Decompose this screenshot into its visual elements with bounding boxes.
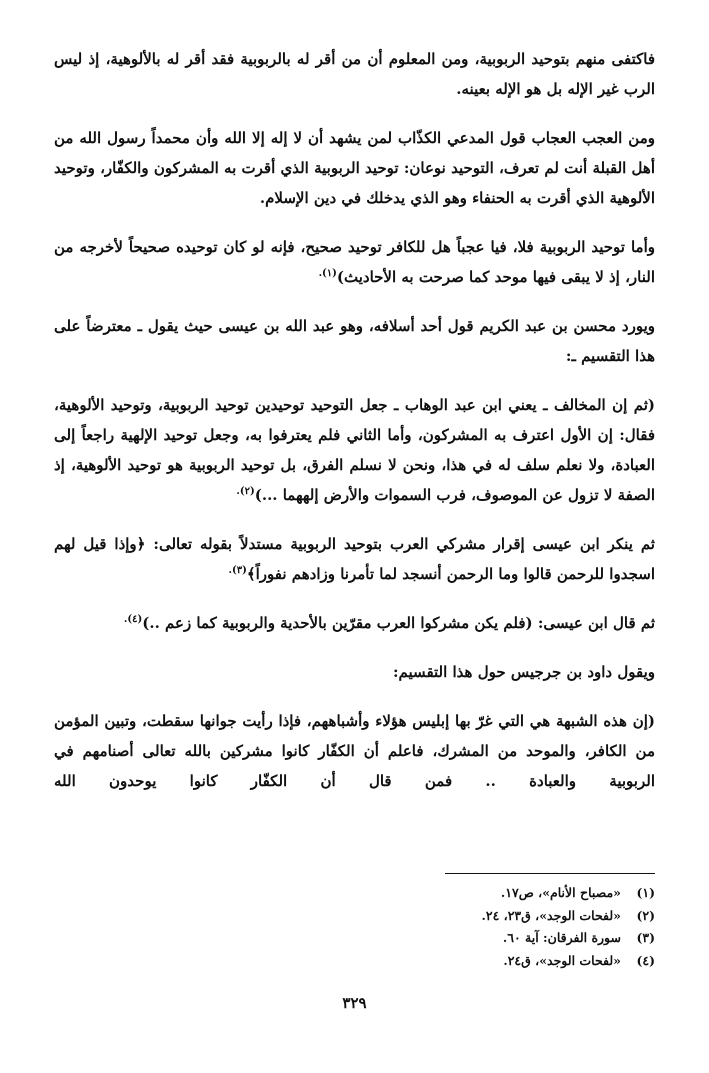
footnote-3 — [54, 927, 655, 950]
footnote-ref-3: (٣). — [228, 565, 247, 576]
footnote-4 — [54, 950, 655, 973]
footnote-number: (١) — [636, 885, 655, 900]
footnote-text: «لفحات الوجد»، ق٢٣، ٢٤. — [481, 907, 621, 923]
paragraph-1 — [54, 44, 655, 104]
footnote-2 — [54, 905, 655, 928]
paragraph-text: وأما توحيد الربوبية فلا، فيا عجباً هل للكافر توحيد صحيح، فإنه لو كان توحيده صحيحاً لأخرجه من النار، إذ لا يبقى فيها موحد كما صرحت به الأحاديث) — [54, 238, 655, 286]
paragraph-2 — [54, 123, 655, 213]
footnote-text: «لفحات الوجد»، ق٢٤. — [503, 952, 621, 968]
paragraph-text: فاكتفى منهم بتوحيد الربوبية، ومن المعلوم أن من أقر له بالربوبية فقد أقر له بالألوهية، إذ ليس الرب غير الإله بل هو الإله بعينه. — [54, 50, 655, 98]
paragraph-text: (ثم إن المخالف ـ يعني ابن عبد الوهاب ـ جعل التوحيد توحيدين توحيد الربوبية، وتوحيد الألوهية، فقال: إن الأول اعترف به المشركون، وأما الثاني فلم يعترفوا به، وجعل توحيد الإلهية راجعاً إلى العبادة، ولا نعلم سلف له في هذا، ونحن لا نسلم الفرق، بل توحيد الربوبية هو توحيد الألوهية، إذ الصفة لا تزول عن الموصوف، فرب السموات والأرض إلههما ...) — [54, 396, 655, 504]
footnote-1 — [54, 882, 655, 905]
paragraph-text: ويورد محسن بن عبد الكريم قول أحد أسلافه، وهو عبد الله بن عيسى حيث يقول ـ معترضاً على هذا التقسيم ـ: — [54, 317, 655, 365]
paragraph-text: ثم ينكر ابن عيسى إقرار مشركي العرب بتوحيد الربوبية مستدلاً بقوله تعالى: ﴿وإذا قيل لهم اسجدوا للرحمن قالوا وما الرحمن أنسجد لما تأمرنا وزادهم نفوراً﴾ — [54, 535, 655, 583]
paragraph-text: ويقول داود بن جرجيس حول هذا التقسيم: — [393, 663, 655, 681]
footnote-ref-2: (٢). — [236, 486, 255, 497]
footnote-text: سورة الفرقان: آية ٦٠. — [502, 930, 621, 945]
paragraph-3 — [54, 232, 655, 292]
footnotes — [54, 882, 655, 972]
paragraph-6 — [54, 529, 655, 589]
paragraph-8 — [54, 657, 655, 687]
paragraph-text: (إن هذه الشبهة هي التي غرّ بها إبليس هؤلاء وأشباههم، فإذا رأيت جوانها سقطت، وتبين المؤمن من الكافر، والموحد من المشرك، فاعلم أن الكفّار كانوا مشركين بالله تعالى أصنامهم في الربوبية والعبادة .. فمن قال أن الكفّار كانوا يوحدون الله — [54, 712, 655, 790]
paragraph-5 — [54, 390, 655, 510]
footnote-ref-4: (٤). — [123, 614, 143, 625]
footnote-number: (٢) — [636, 907, 655, 923]
paragraph-7 — [54, 608, 655, 638]
page-number: ٣٢٩ — [342, 994, 367, 1012]
paragraph-4 — [54, 311, 655, 371]
paragraph-text: ومن العجب العجاب قول المدعي الكذّاب لمن يشهد أن لا إله إلا الله وأن محمداً رسول الله من أهل القبلة أنت لم تعرف، التوحيد نوعان: توحيد الربوبية الذي أقرت به المشركون والكفّار، وتوحيد الألوهية الذي أقرت به الحنفاء وهو الذي يدخلك في دين الإسلام. — [54, 129, 655, 207]
footnote-ref-1: (١). — [318, 268, 337, 279]
footnote-number: (٣) — [636, 930, 655, 945]
paragraph-text: ثم قال ابن عيسى: (فلم يكن مشركوا العرب مقرّين بالأحدية والربوبية كما زعم ..) — [142, 614, 655, 632]
body-text — [54, 44, 655, 796]
footnote-divider — [445, 873, 655, 874]
footnote-number: (٤) — [636, 952, 655, 968]
footnote-text: «مصباح الأنام»، ص١٧. — [500, 885, 621, 900]
paragraph-9 — [54, 706, 655, 796]
